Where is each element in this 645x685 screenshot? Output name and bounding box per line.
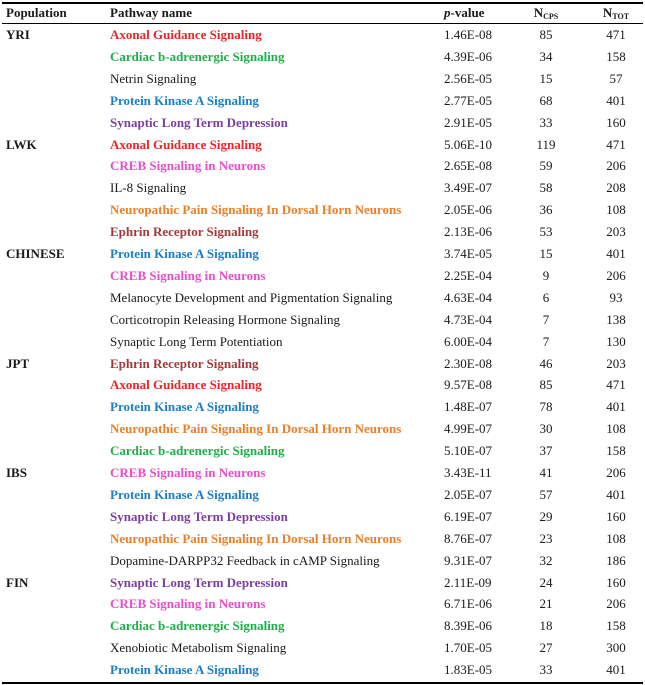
pathway-name-cell: Synaptic Long Term Depression [110, 508, 288, 524]
pathway-name-cell: Dopamine-DARPP32 Feedback in cAMP Signaling [110, 552, 380, 568]
pathway-name-cell: Axonal Guidance Signaling [110, 27, 262, 42]
pathway-name-cell: IL-8 Signaling [110, 180, 187, 196]
table-row [0, 659, 645, 681]
table-row [0, 418, 645, 440]
p-value-cell: 3.43E-11 [444, 465, 492, 480]
pathway-name-cell: CREB Signaling in Neurons [110, 465, 266, 480]
table-row [0, 506, 645, 528]
table-bottom-rule [2, 682, 643, 684]
p-value-cell: 9.31E-07 [444, 552, 493, 568]
n-tot-cell: 203 [606, 355, 626, 371]
n-cps-cell: 46 [539, 355, 553, 371]
population-cell: YRI [6, 27, 30, 42]
table-row [0, 353, 645, 375]
header-ntot-main: N [602, 5, 613, 20]
n-tot-cell: 300 [606, 640, 626, 656]
pathway-name-cell: Synaptic Long Term Potentiation [110, 333, 283, 349]
p-value-cell: 1.46E-08 [444, 27, 493, 42]
table-row [0, 265, 645, 287]
table-row [0, 550, 645, 572]
table-row [0, 287, 645, 309]
n-cps-cell: 15 [539, 246, 553, 261]
n-tot-cell: 206 [606, 596, 626, 612]
table-row [0, 90, 645, 112]
p-value-cell: 1.83E-05 [444, 662, 493, 678]
n-tot-cell: 108 [606, 202, 626, 218]
table-row [0, 112, 645, 134]
n-cps-cell: 7 [542, 311, 550, 327]
n-cps-cell: 9 [542, 267, 550, 283]
n-tot-cell: 401 [606, 246, 626, 261]
n-cps-cell: 78 [539, 399, 553, 415]
p-value-cell: 4.39E-06 [444, 48, 493, 64]
table-row [0, 134, 645, 156]
pathway-name-cell: Axonal Guidance Signaling [110, 377, 262, 393]
header-n-cps [527, 3, 565, 23]
table-row [0, 243, 645, 265]
n-cps-cell: 85 [539, 27, 553, 42]
pathway-name-cell: Neuropathic Pain Signaling In Dorsal Horn Neurons [110, 202, 402, 218]
p-value-cell: 6.00E-04 [444, 333, 493, 349]
pathway-name-cell: Protein Kinase A Signaling [110, 399, 259, 415]
n-cps-cell: 85 [539, 377, 553, 393]
table-row [0, 155, 645, 177]
p-value-cell: 3.74E-05 [444, 246, 493, 261]
n-tot-cell: 160 [606, 114, 626, 130]
n-cps-cell: 7 [542, 333, 550, 349]
n-tot-cell: 138 [606, 311, 626, 327]
n-tot-cell: 186 [606, 552, 626, 568]
n-cps-cell: 37 [539, 443, 553, 459]
table-row [0, 46, 645, 68]
n-tot-cell: 401 [606, 486, 626, 502]
n-tot-cell: 93 [609, 289, 623, 305]
p-value-cell: 2.05E-07 [444, 486, 493, 502]
p-value-cell: 1.70E-05 [444, 640, 493, 656]
n-cps-cell: 59 [539, 158, 553, 174]
p-value-cell: 8.76E-07 [444, 530, 493, 546]
pathway-name-cell: Cardiac b-adrenergic Signaling [110, 618, 285, 634]
n-tot-cell: 206 [606, 158, 626, 174]
pathway-name-cell: Synaptic Long Term Depression [110, 574, 288, 590]
pathway-name-cell: Axonal Guidance Signaling [110, 136, 262, 152]
n-cps-cell: 58 [539, 180, 553, 196]
p-value-cell: 6.19E-07 [444, 508, 493, 524]
pathway-name-cell: Ephrin Receptor Signaling [110, 355, 259, 371]
table-row [0, 331, 645, 353]
header-pathway-name: Pathway name [110, 5, 192, 20]
table-row [0, 374, 645, 396]
n-tot-cell: 108 [606, 530, 626, 546]
n-tot-cell: 160 [606, 574, 626, 590]
n-tot-cell: 158 [606, 618, 626, 634]
p-value-cell: 4.63E-04 [444, 289, 493, 305]
pathway-name-cell: Neuropathic Pain Signaling In Dorsal Horn Neurons [110, 530, 402, 546]
pathway-name-cell: Neuropathic Pain Signaling In Dorsal Horn Neurons [110, 421, 402, 437]
header-ncps-main: N [533, 5, 544, 20]
n-cps-cell: 6 [542, 289, 550, 305]
p-value-cell: 8.39E-06 [444, 618, 493, 634]
n-cps-cell: 27 [539, 640, 553, 656]
p-value-cell: 2.91E-05 [444, 114, 493, 130]
pathway-name-cell: Protein Kinase A Signaling [110, 246, 259, 261]
table-row [0, 637, 645, 659]
n-tot-cell: 208 [606, 180, 626, 196]
header-p-rest: -value [450, 5, 485, 20]
n-cps-cell: 23 [539, 530, 553, 546]
header-ncps-sub: CPS [543, 12, 559, 21]
n-tot-cell: 57 [609, 70, 623, 86]
p-value-cell: 2.30E-08 [444, 355, 493, 371]
n-tot-cell: 108 [606, 421, 626, 437]
n-cps-cell: 29 [539, 508, 553, 524]
table-row [0, 199, 645, 221]
p-value-cell: 1.48E-07 [444, 399, 493, 415]
pathway-name-cell: Cardiac b-adrenergic Signaling [110, 443, 285, 459]
header-population: Population [6, 5, 67, 20]
pathway-name-cell: Protein Kinase A Signaling [110, 92, 259, 108]
pathway-name-cell: Synaptic Long Term Depression [110, 114, 288, 130]
p-value-cell: 9.57E-08 [444, 377, 493, 393]
header-p-italic: p [444, 5, 451, 20]
n-cps-cell: 53 [539, 224, 553, 240]
population-cell: LWK [6, 136, 37, 152]
n-cps-cell: 33 [539, 662, 553, 678]
n-tot-cell: 158 [606, 48, 626, 64]
p-value-cell: 2.77E-05 [444, 92, 493, 108]
n-cps-cell: 36 [539, 202, 553, 218]
n-tot-cell: 130 [606, 333, 626, 349]
table-row [0, 68, 645, 90]
p-value-cell: 4.73E-04 [444, 311, 493, 327]
n-tot-cell: 206 [606, 465, 626, 480]
n-tot-cell: 401 [606, 662, 626, 678]
p-value-cell: 2.25E-04 [444, 267, 493, 283]
n-cps-cell: 119 [536, 136, 556, 152]
p-value-cell: 5.10E-07 [444, 443, 493, 459]
table-row [0, 24, 645, 46]
pathway-name-cell: Ephrin Receptor Signaling [110, 224, 259, 240]
header-ntot-sub: TOT [612, 12, 630, 21]
table-row [0, 572, 645, 594]
header-n-tot [596, 3, 636, 23]
table-row [0, 221, 645, 243]
table-row [0, 440, 645, 462]
table-row [0, 528, 645, 550]
n-cps-cell: 32 [539, 552, 553, 568]
pathway-name-cell: Cardiac b-adrenergic Signaling [110, 48, 285, 64]
p-value-cell: 4.99E-07 [444, 421, 493, 437]
table-row [0, 177, 645, 199]
table-row [0, 593, 645, 615]
header-p-value [444, 3, 484, 23]
p-value-cell: 2.05E-06 [444, 202, 493, 218]
n-cps-cell: 21 [539, 596, 553, 612]
table-row [0, 462, 645, 484]
n-cps-cell: 41 [539, 465, 553, 480]
n-tot-cell: 401 [606, 399, 626, 415]
n-tot-cell: 158 [606, 443, 626, 459]
n-cps-cell: 68 [539, 92, 553, 108]
p-value-cell: 2.11E-09 [444, 574, 492, 590]
table-row [0, 396, 645, 418]
table-row [0, 484, 645, 506]
table-row [0, 309, 645, 331]
p-value-cell: 6.71E-06 [444, 596, 493, 612]
n-tot-cell: 160 [606, 508, 626, 524]
n-cps-cell: 33 [539, 114, 553, 130]
pathway-name-cell: CREB Signaling in Neurons [110, 158, 266, 174]
p-value-cell: 2.13E-06 [444, 224, 493, 240]
n-cps-cell: 30 [539, 421, 553, 437]
n-tot-cell: 401 [606, 92, 626, 108]
p-value-cell: 2.65E-08 [444, 158, 493, 174]
pathway-name-cell: CREB Signaling in Neurons [110, 267, 266, 283]
n-cps-cell: 34 [539, 48, 553, 64]
n-tot-cell: 203 [606, 224, 626, 240]
pathway-name-cell: Netrin Signaling [110, 70, 197, 86]
population-cell: FIN [6, 574, 29, 590]
n-tot-cell: 471 [606, 136, 626, 152]
p-value-cell: 3.49E-07 [444, 180, 493, 196]
pathway-name-cell: Protein Kinase A Signaling [110, 486, 259, 502]
pathway-name-cell: Melanocyte Development and Pigmentation Signaling [110, 289, 393, 305]
n-cps-cell: 15 [539, 70, 553, 86]
pathway-name-cell: CREB Signaling in Neurons [110, 596, 266, 612]
pathway-name-cell: Protein Kinase A Signaling [110, 662, 259, 678]
n-tot-cell: 471 [606, 27, 626, 42]
n-cps-cell: 24 [539, 574, 553, 590]
population-cell: IBS [6, 465, 27, 480]
pathway-name-cell: Corticotropin Releasing Hormone Signaling [110, 311, 340, 327]
table-row [0, 615, 645, 637]
n-tot-cell: 206 [606, 267, 626, 283]
population-cell: CHINESE [6, 246, 65, 261]
n-cps-cell: 18 [539, 618, 553, 634]
p-value-cell: 2.56E-05 [444, 70, 493, 86]
n-tot-cell: 471 [606, 377, 626, 393]
population-cell: JPT [6, 355, 30, 371]
p-value-cell: 5.06E-10 [444, 136, 493, 152]
pathway-name-cell: Xenobiotic Metabolism Signaling [110, 640, 287, 656]
n-cps-cell: 57 [539, 486, 553, 502]
